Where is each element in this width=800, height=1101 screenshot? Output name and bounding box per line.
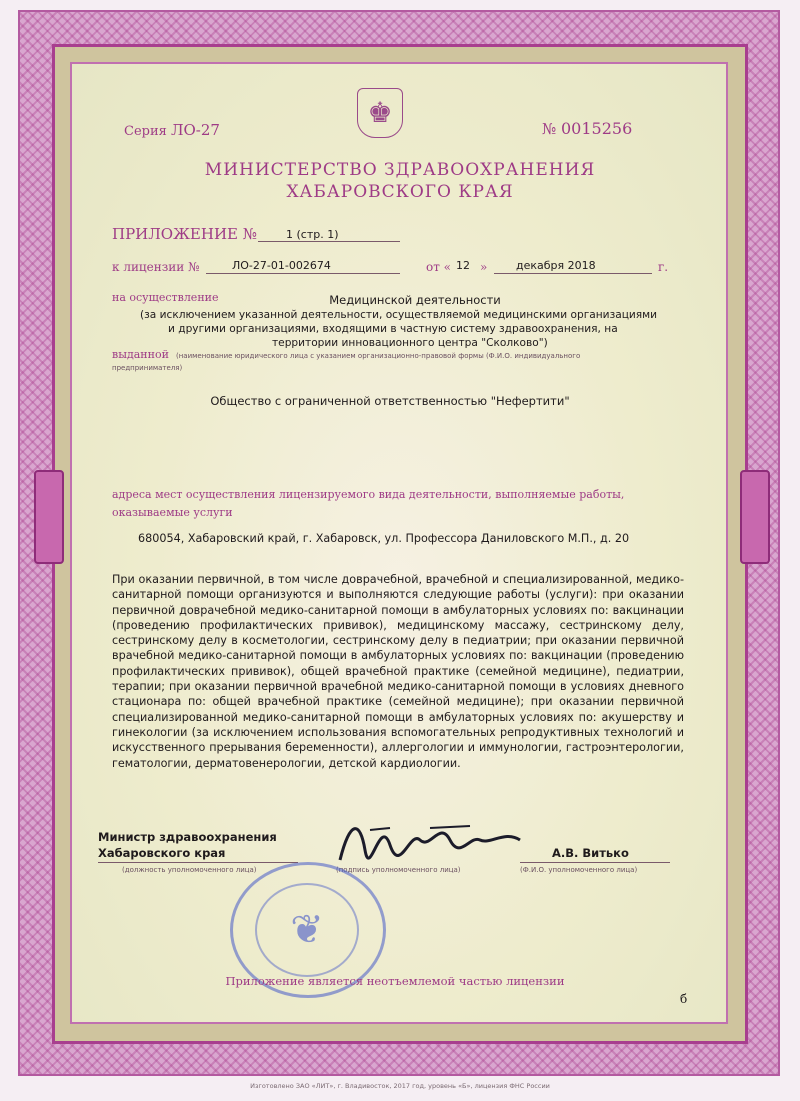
- appendix-label: ПРИЛОЖЕНИЕ №: [112, 225, 257, 243]
- organization-name: Общество с ограниченной ответственностью "Нефертити": [210, 394, 570, 408]
- activity-label: на осуществление: [112, 291, 219, 304]
- ministry-line2: ХАБАРОВСКОГО КРАЯ: [286, 182, 514, 202]
- appendix-note: Приложение является неотъемлемой частью лицензии: [225, 974, 565, 988]
- address-label-line2: оказываемые услуги: [112, 506, 233, 519]
- number-label: №: [542, 120, 557, 138]
- handwritten-signature: [330, 810, 530, 870]
- ministry-line1: МИНИСТЕРСТВО ЗДРАВООХРАНЕНИЯ: [204, 160, 596, 180]
- date-month-year: декабря 2018: [516, 259, 596, 272]
- date-suffix: г.: [658, 260, 669, 274]
- issued-label: выданной: [112, 348, 169, 361]
- issued-note-line1: (наименование юридического лица с указанием организационно-правовой формы (Ф.И.О. индивидуального: [176, 352, 581, 360]
- activity-line3: территории инновационного центра "Сколково"): [272, 337, 548, 349]
- signer-title-line1: Министр здравоохранения: [98, 830, 277, 844]
- date-day: 12: [456, 259, 470, 272]
- coat-of-arms-icon: ♚: [357, 88, 403, 138]
- license-label: к лицензии №: [112, 260, 200, 274]
- services-text: При оказании первичной, в том числе доврачебной, врачебной и специализированной, медико-санитарной помощи организуются и выполняются следующие работы (услуги): при оказании первичной доврачебной медико-санитарной помощи в амбулаторных условиях по: вакцинации (проведению профилактических прививок), медицинскому массажу, сестринскому делу, сестринскому делу в косметологии, сестринскому делу в педиатрии; при оказании первичной врачебной медико-санитарной помощи в амбулаторных условиях по: вакцинации (проведению профилактических прививок), общей врачебной практике (семейной медицине), педиатрии, терапии; при оказании первичной врачебной медико-санитарной помощи в условиях дневного стационара по: общей врачебной практике (семейной медицине); при оказании первичной специализированной медико-санитарной помощи в амбулаторных условиях по: акушерству и гинекологии (за исключением использования вспомогательных репродуктивных технологий и искусственного прерывания беременности), аллергологии и иммунологии, гастроэнтерологии, гематологии, дерматовенерологии, детской кардиологии.: [112, 573, 684, 770]
- activity-line2: и другими организациями, входящими в частную систему здравоохранения, на: [168, 323, 618, 335]
- right-ornament: [740, 470, 770, 564]
- date-close: »: [480, 260, 488, 274]
- series-label: Серия: [124, 124, 167, 139]
- activity-line1: (за исключением указанной деятельности, осуществляемой медицинскими организациями: [140, 309, 658, 321]
- signer-name: А.В. Витько: [552, 846, 629, 860]
- date-underline: [494, 273, 652, 274]
- appendix-underline: [258, 241, 400, 242]
- address-label-line1: адреса мест осуществления лицензируемого вида деятельности, выполняемые работы,: [112, 488, 625, 501]
- printer-note: Изготовлено ЗАО «ЛИТ», г. Владивосток, 2017 год, уровень «Б», лицензия ФНС России: [250, 1082, 550, 1090]
- sig-note-left: (должность уполномоченного лица): [122, 866, 257, 874]
- series-value: ЛО-27: [170, 121, 220, 139]
- page-mark: б: [680, 992, 688, 1006]
- series-row: [124, 121, 220, 139]
- license-value: ЛО-27-01-002674: [232, 259, 331, 272]
- signer-name-underline: [520, 862, 670, 863]
- date-from: от «: [426, 260, 452, 274]
- sig-note-mid: (подпись уполномоченного лица): [336, 866, 461, 874]
- sig-note-right: (Ф.И.О. уполномоченного лица): [520, 866, 638, 874]
- number-row: [542, 119, 632, 138]
- license-underline: [206, 273, 400, 274]
- signer-title-underline: [98, 862, 298, 863]
- address-value: 680054, Хабаровский край, г. Хабаровск, ул. Профессора Даниловского М.П., д. 20: [138, 532, 630, 545]
- left-ornament: [34, 470, 64, 564]
- number-value: 0015256: [560, 119, 633, 138]
- issued-note-line2: предпринимателя): [112, 364, 183, 372]
- activity-title: Медицинской деятельности: [329, 293, 501, 307]
- signer-title-line2: Хабаровского края: [98, 846, 226, 860]
- stamp-eagle-icon: ❦: [255, 883, 359, 977]
- appendix-value: 1 (стр. 1): [286, 228, 339, 241]
